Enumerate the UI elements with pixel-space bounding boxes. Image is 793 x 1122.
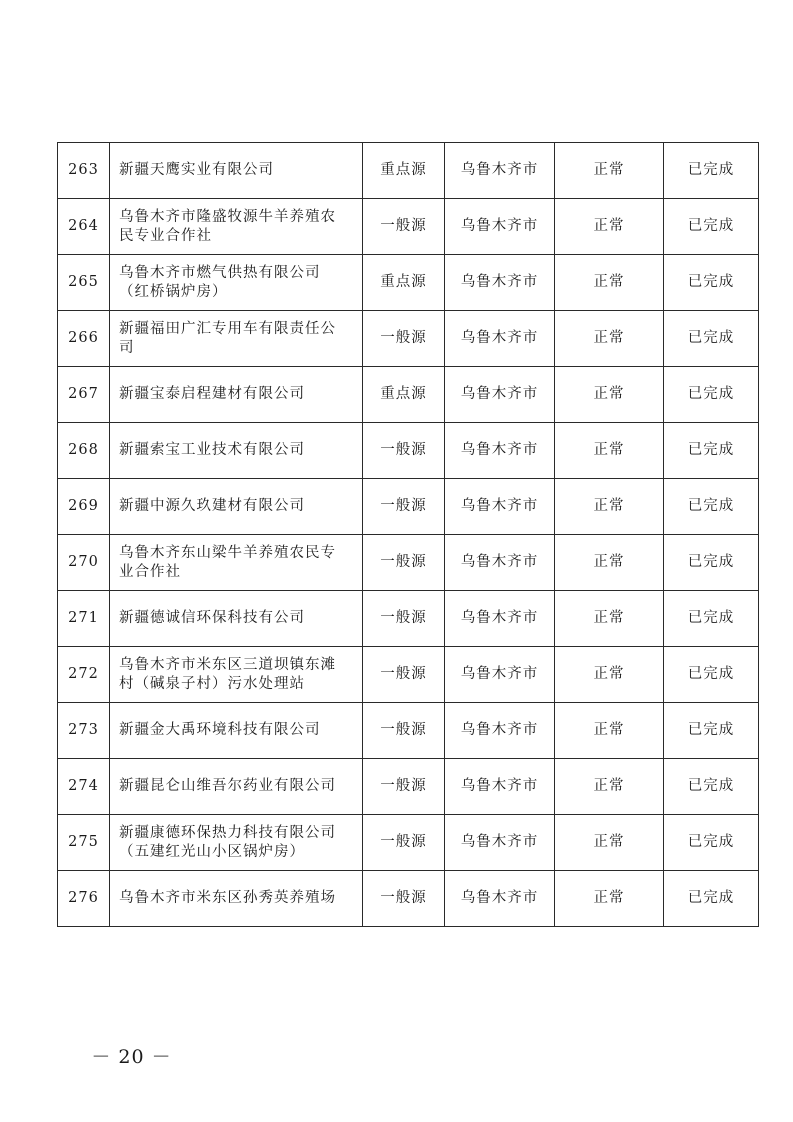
city-cell	[445, 423, 555, 479]
page-number: － 20 －	[91, 1046, 172, 1068]
row-number-cell	[58, 311, 110, 367]
company-name-cell	[110, 255, 363, 311]
operating-status: 正常	[593, 498, 625, 514]
completion-status-cell	[664, 423, 759, 479]
company-name-cell	[110, 311, 363, 367]
operating-status-cell	[555, 479, 664, 535]
city: 乌鲁木齐市	[460, 330, 539, 346]
company-name-cell	[110, 199, 363, 255]
city: 乌鲁木齐市	[460, 218, 539, 234]
source-type: 一般源	[380, 554, 427, 570]
row-number: 263	[68, 162, 99, 178]
company-name: 新疆福田广汇专用车有限责任公 司	[119, 320, 336, 356]
row-number: 274	[68, 778, 99, 794]
source-type: 一般源	[380, 722, 427, 738]
row-number-cell	[58, 143, 110, 199]
operating-status-cell	[555, 311, 664, 367]
table-row	[58, 423, 759, 479]
city-cell	[445, 367, 555, 423]
row-number-cell	[58, 815, 110, 871]
operating-status: 正常	[593, 722, 625, 738]
city-cell	[445, 199, 555, 255]
city: 乌鲁木齐市	[460, 162, 539, 178]
table-row	[58, 815, 759, 871]
operating-status-cell	[555, 255, 664, 311]
row-number: 271	[68, 610, 99, 626]
source-type-cell	[363, 815, 445, 871]
city: 乌鲁木齐市	[460, 610, 539, 626]
city: 乌鲁木齐市	[460, 834, 539, 850]
table-row	[58, 759, 759, 815]
row-number: 268	[68, 442, 99, 458]
completion-status-cell	[664, 647, 759, 703]
city-cell	[445, 479, 555, 535]
operating-status: 正常	[593, 274, 625, 290]
row-number: 267	[68, 386, 99, 402]
city-cell	[445, 647, 555, 703]
city-cell	[445, 871, 555, 927]
company-name-cell	[110, 815, 363, 871]
source-type: 一般源	[380, 218, 427, 234]
company-name: 乌鲁木齐市米东区三道坝镇东滩 村（碱泉子村）污水处理站	[119, 656, 336, 692]
operating-status: 正常	[593, 890, 625, 906]
operating-status-cell	[555, 647, 664, 703]
completion-status: 已完成	[687, 666, 735, 682]
company-name-cell	[110, 871, 363, 927]
source-type: 一般源	[380, 610, 427, 626]
company-name-cell	[110, 647, 363, 703]
operating-status: 正常	[593, 778, 625, 794]
row-number: 265	[68, 274, 99, 290]
operating-status: 正常	[593, 834, 625, 850]
company-name-cell	[110, 759, 363, 815]
completion-status: 已完成	[687, 722, 735, 738]
table-row	[58, 255, 759, 311]
source-type: 重点源	[380, 162, 427, 178]
completion-status-cell	[664, 759, 759, 815]
completion-status-cell	[664, 815, 759, 871]
row-number-cell	[58, 367, 110, 423]
company-name-cell	[110, 535, 363, 591]
row-number: 275	[68, 834, 99, 850]
operating-status-cell	[555, 199, 664, 255]
table-row	[58, 199, 759, 255]
row-number: 272	[68, 666, 99, 682]
completion-status: 已完成	[687, 554, 735, 570]
source-type-cell	[363, 143, 445, 199]
source-type-cell	[363, 423, 445, 479]
completion-status-cell	[664, 535, 759, 591]
operating-status-cell	[555, 367, 664, 423]
company-name: 新疆金大禹环境科技有限公司	[119, 722, 321, 738]
row-number-cell	[58, 871, 110, 927]
row-number-cell	[58, 591, 110, 647]
completion-status-cell	[664, 199, 759, 255]
source-type-cell	[363, 199, 445, 255]
table-row	[58, 479, 759, 535]
company-name: 新疆天鹰实业有限公司	[119, 162, 274, 178]
company-name: 新疆宝泰启程建材有限公司	[119, 386, 305, 402]
source-type: 一般源	[380, 890, 427, 906]
source-type: 一般源	[380, 330, 427, 346]
completion-status-cell	[664, 255, 759, 311]
table-row	[58, 143, 759, 199]
operating-status-cell	[555, 591, 664, 647]
source-type: 一般源	[380, 442, 427, 458]
completion-status-cell	[664, 871, 759, 927]
table-body	[58, 143, 759, 927]
company-name-cell	[110, 703, 363, 759]
row-number: 276	[68, 890, 99, 906]
table-row	[58, 871, 759, 927]
operating-status-cell	[555, 143, 664, 199]
city-cell	[445, 759, 555, 815]
operating-status-cell	[555, 759, 664, 815]
source-type-cell	[363, 255, 445, 311]
operating-status: 正常	[593, 162, 625, 178]
source-type-cell	[363, 647, 445, 703]
source-type: 一般源	[380, 666, 427, 682]
operating-status: 正常	[593, 442, 625, 458]
pollution-source-table	[57, 142, 759, 927]
company-name: 乌鲁木齐市米东区孙秀英养殖场	[119, 890, 336, 906]
operating-status-cell	[555, 423, 664, 479]
row-number-cell	[58, 423, 110, 479]
completion-status: 已完成	[687, 330, 735, 346]
completion-status: 已完成	[687, 386, 735, 402]
company-name: 乌鲁木齐市隆盛牧源牛羊养殖农 民专业合作社	[119, 208, 336, 244]
company-name-cell	[110, 143, 363, 199]
table-row	[58, 311, 759, 367]
table-row	[58, 591, 759, 647]
row-number: 270	[68, 554, 99, 570]
completion-status: 已完成	[687, 498, 735, 514]
completion-status-cell	[664, 703, 759, 759]
operating-status: 正常	[593, 330, 625, 346]
city-cell	[445, 311, 555, 367]
completion-status-cell	[664, 479, 759, 535]
row-number: 264	[68, 218, 99, 234]
row-number-cell	[58, 255, 110, 311]
city-cell	[445, 143, 555, 199]
source-type-cell	[363, 367, 445, 423]
city-cell	[445, 703, 555, 759]
table-row	[58, 535, 759, 591]
source-type-cell	[363, 535, 445, 591]
source-type: 重点源	[380, 274, 427, 290]
source-type-cell	[363, 591, 445, 647]
city-cell	[445, 255, 555, 311]
completion-status: 已完成	[687, 778, 735, 794]
row-number: 269	[68, 498, 99, 514]
table-row	[58, 703, 759, 759]
row-number: 273	[68, 722, 99, 738]
city-cell	[445, 535, 555, 591]
city: 乌鲁木齐市	[460, 554, 539, 570]
company-name: 乌鲁木齐市燃气供热有限公司 （红桥锅炉房）	[119, 264, 321, 300]
operating-status-cell	[555, 703, 664, 759]
city: 乌鲁木齐市	[460, 666, 539, 682]
company-name: 乌鲁木齐东山梁牛羊养殖农民专 业合作社	[119, 544, 336, 580]
source-type: 一般源	[380, 498, 427, 514]
city: 乌鲁木齐市	[460, 778, 539, 794]
completion-status: 已完成	[687, 442, 735, 458]
company-name: 新疆康德环保热力科技有限公司 （五建红光山小区锅炉房）	[119, 824, 336, 860]
row-number-cell	[58, 199, 110, 255]
source-type: 一般源	[380, 834, 427, 850]
city: 乌鲁木齐市	[460, 722, 539, 738]
company-name: 新疆昆仑山维吾尔药业有限公司	[119, 778, 336, 794]
company-name: 新疆中源久玖建材有限公司	[119, 498, 305, 514]
source-type-cell	[363, 759, 445, 815]
completion-status-cell	[664, 367, 759, 423]
company-name-cell	[110, 591, 363, 647]
row-number-cell	[58, 703, 110, 759]
operating-status: 正常	[593, 554, 625, 570]
company-name-cell	[110, 479, 363, 535]
completion-status: 已完成	[687, 162, 735, 178]
row-number-cell	[58, 647, 110, 703]
city: 乌鲁木齐市	[460, 274, 539, 290]
completion-status: 已完成	[687, 834, 735, 850]
company-name: 新疆索宝工业技术有限公司	[119, 442, 305, 458]
city: 乌鲁木齐市	[460, 890, 539, 906]
source-type: 重点源	[380, 386, 427, 402]
city: 乌鲁木齐市	[460, 498, 539, 514]
table-row	[58, 647, 759, 703]
source-type-cell	[363, 311, 445, 367]
completion-status: 已完成	[687, 274, 735, 290]
completion-status: 已完成	[687, 218, 735, 234]
operating-status: 正常	[593, 386, 625, 402]
row-number-cell	[58, 479, 110, 535]
source-type: 一般源	[380, 778, 427, 794]
city-cell	[445, 815, 555, 871]
company-name-cell	[110, 423, 363, 479]
row-number-cell	[58, 535, 110, 591]
city: 乌鲁木齐市	[460, 442, 539, 458]
completion-status-cell	[664, 143, 759, 199]
operating-status-cell	[555, 815, 664, 871]
source-type-cell	[363, 479, 445, 535]
source-type-cell	[363, 871, 445, 927]
completion-status: 已完成	[687, 890, 735, 906]
city: 乌鲁木齐市	[460, 386, 539, 402]
operating-status: 正常	[593, 610, 625, 626]
operating-status: 正常	[593, 666, 625, 682]
table-row	[58, 367, 759, 423]
operating-status: 正常	[593, 218, 625, 234]
completion-status-cell	[664, 311, 759, 367]
source-type-cell	[363, 703, 445, 759]
company-name: 新疆德诚信环保科技有公司	[119, 610, 305, 626]
operating-status-cell	[555, 871, 664, 927]
company-name-cell	[110, 367, 363, 423]
completion-status-cell	[664, 591, 759, 647]
operating-status-cell	[555, 535, 664, 591]
completion-status: 已完成	[687, 610, 735, 626]
city-cell	[445, 591, 555, 647]
row-number-cell	[58, 759, 110, 815]
row-number: 266	[68, 330, 99, 346]
